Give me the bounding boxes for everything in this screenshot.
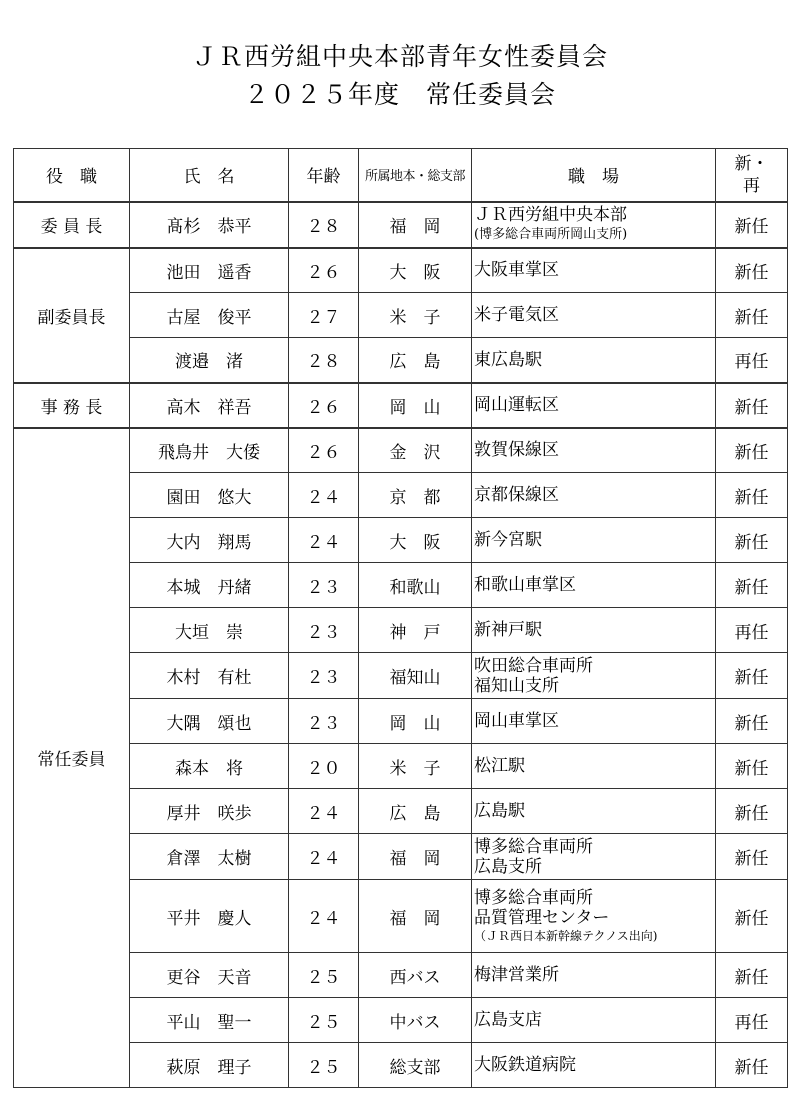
document-title: ＪＲ西労組中央本部青年女性委員会 [191,42,608,71]
member-name: 大隅 頌也 [130,699,289,744]
member-status: 新任 [716,953,788,998]
member-name: 森本 将 [130,744,289,789]
member-status: 新任 [716,789,788,834]
column-header-status: 新・再 [716,149,788,202]
member-workplace [472,744,716,789]
member-name: 高木 祥吾 [130,383,289,428]
column-header-name: 氏 名 [130,149,289,202]
member-branch: 神 戸 [359,608,472,653]
workplace-line: 米子電気区 [474,305,559,325]
member-name: 萩原 理子 [130,1043,289,1088]
member-age: ２３ [289,563,359,608]
member-age: ２５ [289,953,359,998]
member-status: 新任 [716,834,788,880]
member-status: 新任 [716,880,788,953]
workplace-line: 品質管理センター [474,908,610,928]
workplace-line: 大阪車掌区 [474,260,559,281]
member-branch: 広 島 [359,789,472,834]
role-cell: 委 員 長 [14,202,130,248]
member-age: ２８ [289,202,359,248]
member-branch: 岡 山 [359,699,472,744]
member-name: 渡邉 渚 [130,338,289,383]
workplace-line: 梅津営業所 [474,965,559,985]
member-age: ２３ [289,653,359,699]
workplace-line: ＪＲ西労組中央本部 [474,204,627,225]
member-workplace [472,699,716,744]
member-workplace [472,653,716,699]
member-age: ２４ [289,518,359,563]
workplace-line: 岡山車掌区 [474,711,559,731]
member-branch: 総支部 [359,1043,472,1088]
table-row [14,428,788,473]
column-header-workplace: 職 場 [472,149,716,202]
workplace-line: 広島支所 [474,856,542,877]
member-name: 厚井 咲歩 [130,789,289,834]
workplace-line: 岡山運転区 [474,395,559,415]
table-row [14,338,788,383]
member-branch: 岡 山 [359,383,472,428]
member-branch: 広 島 [359,338,472,383]
column-header-role: 役 職 [14,149,130,202]
workplace-line: 博多総合車両所 [474,836,593,857]
role-cell: 常任委員 [14,428,130,1088]
workplace-line: （ＪＲ西日本新幹線テクノス出向) [474,929,658,943]
committee-table [13,148,788,1088]
workplace-line: 和歌山車掌区 [474,575,576,595]
member-branch: 福知山 [359,653,472,699]
member-age: ２５ [289,998,359,1043]
document-subtitle: ２０２５年度 常任委員会 [243,80,556,109]
member-age: ２３ [289,608,359,653]
member-workplace [472,563,716,608]
workplace-line: 新神戸駅 [474,620,542,640]
member-name: 木村 有杜 [130,653,289,699]
member-workplace [472,518,716,563]
table-row [14,473,788,518]
member-name: 更谷 天音 [130,953,289,998]
table-row [14,834,788,880]
member-branch: 大 阪 [359,518,472,563]
table-row [14,653,788,699]
member-status: 新任 [716,699,788,744]
member-workplace [472,383,716,428]
table-row [14,998,788,1043]
member-name: 本城 丹緒 [130,563,289,608]
member-branch: 大 阪 [359,248,472,293]
member-status: 再任 [716,608,788,653]
workplace-line: 東広島駅 [474,349,542,370]
table-row [14,608,788,653]
workplace-line: 福知山支所 [474,675,559,696]
member-status: 再任 [716,998,788,1043]
member-workplace [472,1043,716,1088]
workplace-line: 大阪鉄道病院 [474,1055,576,1075]
member-status: 新任 [716,518,788,563]
table-row [14,248,788,293]
member-status: 新任 [716,428,788,473]
workplace-line: 松江駅 [474,756,525,776]
member-status: 新任 [716,744,788,789]
member-status: 新任 [716,293,788,338]
member-status: 新任 [716,563,788,608]
member-workplace [472,338,716,383]
member-workplace [472,834,716,880]
table-row [14,880,788,953]
workplace-line: (博多総合車両所岡山支所) [474,226,628,242]
table-row [14,202,788,248]
member-status: 再任 [716,338,788,383]
member-age: ２４ [289,880,359,953]
table-row [14,1043,788,1088]
member-workplace [472,998,716,1043]
member-branch: 米 子 [359,293,472,338]
table-row [14,383,788,428]
table-row [14,518,788,563]
member-age: ２８ [289,338,359,383]
member-name: 倉澤 太樹 [130,834,289,880]
member-workplace [472,248,716,293]
member-name: 古屋 俊平 [130,293,289,338]
member-workplace [472,880,716,953]
role-cell: 事 務 長 [14,383,130,428]
member-name: 平山 聖一 [130,998,289,1043]
member-status: 新任 [716,1043,788,1088]
member-name: 大垣 崇 [130,608,289,653]
table-row [14,293,788,338]
member-name: 平井 慶人 [130,880,289,953]
member-branch: 福 岡 [359,202,472,248]
member-workplace [472,953,716,998]
member-status: 新任 [716,473,788,518]
workplace-line: 吹田総合車両所 [474,655,593,676]
member-branch: 和歌山 [359,563,472,608]
role-cell: 副委員長 [14,248,130,383]
workplace-line: 新今宮駅 [474,530,542,550]
member-age: ２４ [289,789,359,834]
member-workplace [472,428,716,473]
member-branch: 福 岡 [359,880,472,953]
member-workplace [472,202,716,248]
member-branch: 福 岡 [359,834,472,880]
table-row [14,563,788,608]
workplace-line: 敦賀保線区 [474,440,559,461]
workplace-line: 広島支店 [474,1010,542,1030]
member-branch: 米 子 [359,744,472,789]
member-status: 新任 [716,248,788,293]
member-status: 新任 [716,653,788,699]
member-age: ２４ [289,473,359,518]
workplace-line: 広島駅 [474,801,525,821]
member-age: ２６ [289,428,359,473]
column-header-branch: 所属地本・総支部 [359,149,472,202]
member-age: ２５ [289,1043,359,1088]
member-status: 新任 [716,383,788,428]
member-status: 新任 [716,202,788,248]
member-branch: 中バス [359,998,472,1043]
table-row [14,744,788,789]
member-workplace [472,789,716,834]
member-workplace [472,293,716,338]
member-age: ２６ [289,248,359,293]
member-age: ２６ [289,383,359,428]
workplace-line: 京都保線区 [474,485,559,505]
member-age: ２７ [289,293,359,338]
table-row [14,953,788,998]
member-name: 飛鳥井 大倭 [130,428,289,473]
member-branch: 西バス [359,953,472,998]
member-workplace [472,608,716,653]
member-name: 池田 遥香 [130,248,289,293]
member-branch: 金 沢 [359,428,472,473]
member-age: ２０ [289,744,359,789]
member-workplace [472,473,716,518]
member-name: 髙杉 恭平 [130,202,289,248]
table-row [14,789,788,834]
member-age: ２４ [289,834,359,880]
table-header-row [14,149,788,202]
table-row [14,699,788,744]
member-age: ２３ [289,699,359,744]
workplace-line: 博多総合車両所 [474,888,593,908]
member-name: 大内 翔馬 [130,518,289,563]
member-branch: 京 都 [359,473,472,518]
member-name: 園田 悠大 [130,473,289,518]
column-header-age: 年齢 [289,149,359,202]
